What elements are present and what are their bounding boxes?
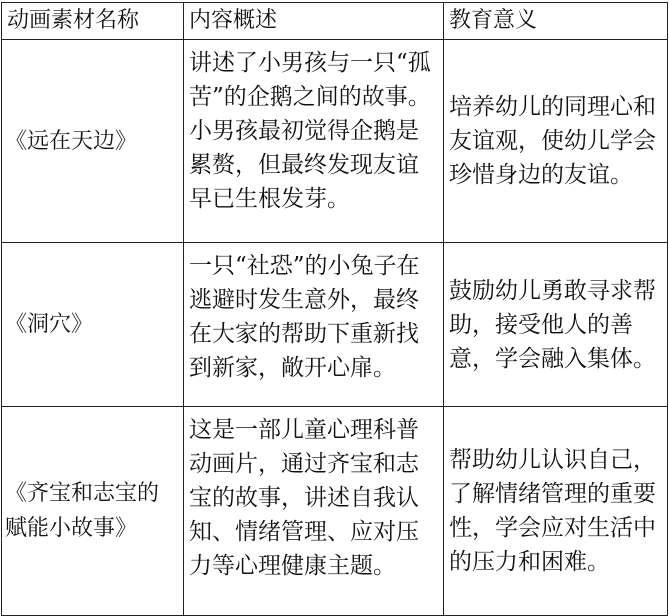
- table-header-row: [2, 3, 668, 40]
- educational-significance: 培养幼儿的同理心和友谊观，使幼儿学会珍惜身边的友谊。: [444, 40, 668, 243]
- header-material-name: 动画素材名称: [2, 3, 184, 40]
- material-name: 《齐宝和志宝的赋能小故事》: [2, 407, 184, 616]
- header-educational-significance: 教育意义: [444, 3, 668, 40]
- educational-significance: 帮助幼儿认识自己，了解情绪管理的重要性，学会应对生活中的压力和困难。: [444, 407, 668, 616]
- material-name: 《远在天边》: [2, 40, 184, 243]
- table-row: [2, 40, 668, 243]
- content-summary: 一只“社恐”的小兔子在逃避时发生意外，最终在大家的帮助下重新找到新家，敞开心扉。: [184, 243, 444, 407]
- header-content-summary: 内容概述: [184, 3, 444, 40]
- animation-materials-table: [1, 2, 668, 616]
- educational-significance: 鼓励幼儿勇敢寻求帮助，接受他人的善意，学会融入集体。: [444, 243, 668, 407]
- table-row: [2, 243, 668, 407]
- table-row: [2, 407, 668, 616]
- content-summary: 讲述了小男孩与一只“孤苦”的企鹅之间的故事。小男孩最初觉得企鹅是累赘，但最终发现友谊早已生根发芽。: [184, 40, 444, 243]
- material-name: 《洞穴》: [2, 243, 184, 407]
- content-summary: 这是一部儿童心理科普动画片，通过齐宝和志宝的故事，讲述自我认知、情绪管理、应对压力等心理健康主题。: [184, 407, 444, 616]
